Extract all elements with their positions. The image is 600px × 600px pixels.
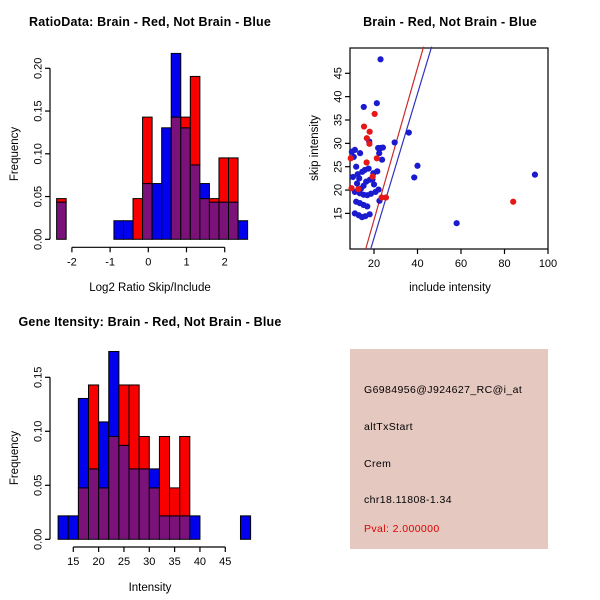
pval-text: Pval: 2.000000 bbox=[364, 523, 440, 535]
notbrain-point bbox=[380, 144, 386, 150]
hist-bar-overlap bbox=[180, 516, 190, 539]
notbrain-point bbox=[406, 130, 412, 136]
y-tick-label: 0.10 bbox=[32, 143, 45, 165]
hist-bar bbox=[78, 398, 88, 487]
hist-bar-overlap bbox=[171, 117, 181, 239]
notbrain-point bbox=[392, 139, 398, 145]
hist-bar-overlap bbox=[229, 202, 239, 239]
probe-id-text: G6984956@J924627_RC@i_at bbox=[364, 384, 523, 396]
gene-hist-ylabel: Frequency bbox=[9, 430, 21, 486]
hist-bar-overlap bbox=[143, 184, 153, 240]
brain-point bbox=[355, 186, 361, 192]
y-tick-label: 35 bbox=[332, 113, 345, 127]
ratio-hist-xlabel: Log2 Ratio Skip/Include bbox=[89, 282, 211, 294]
scatter-title: Brain - Red, Not Brain - Blue bbox=[363, 15, 537, 29]
brain-point bbox=[370, 173, 376, 179]
gene-hist-plot bbox=[0, 300, 300, 600]
brain-point bbox=[361, 123, 367, 129]
hist-bar bbox=[109, 351, 119, 436]
hist-bar bbox=[58, 516, 68, 539]
y-tick-label: 40 bbox=[332, 90, 345, 103]
x-tick-label: 35 bbox=[168, 556, 181, 568]
x-tick-label: 15 bbox=[67, 556, 80, 568]
hist-bar-overlap bbox=[109, 436, 119, 539]
brain-point bbox=[348, 185, 354, 191]
gene-info-box bbox=[350, 349, 548, 549]
hist-bar-overlap bbox=[190, 165, 200, 239]
ratio-hist-plot bbox=[0, 0, 300, 300]
y-tick-label: 0.05 bbox=[32, 185, 45, 208]
brain-point bbox=[364, 135, 370, 141]
hist-bar bbox=[123, 221, 133, 240]
hist-bar bbox=[99, 422, 109, 488]
x-tick-label: -1 bbox=[105, 256, 115, 269]
x-tick-label: -2 bbox=[67, 256, 77, 269]
panel-gene-histogram bbox=[0, 300, 300, 600]
notbrain-point bbox=[371, 181, 377, 187]
hist-bar-overlap bbox=[170, 516, 180, 539]
hist-bar bbox=[240, 516, 250, 539]
notbrain-point bbox=[354, 180, 360, 186]
hist-bar bbox=[171, 53, 181, 117]
notbrain-point bbox=[367, 211, 373, 217]
hist-bar-overlap bbox=[149, 488, 159, 539]
gene-name-text: Crem bbox=[364, 458, 392, 470]
hist-bar-overlap bbox=[139, 469, 149, 539]
hist-bar-overlap bbox=[119, 445, 129, 539]
gene-hist-xlabel: Intensity bbox=[128, 582, 172, 594]
hist-bar bbox=[190, 76, 200, 164]
x-tick-label: 100 bbox=[538, 258, 558, 270]
x-tick-label: 0 bbox=[145, 256, 152, 269]
hist-bar-overlap bbox=[78, 488, 88, 539]
y-tick-label: 0.15 bbox=[32, 366, 45, 389]
x-tick-label: 20 bbox=[92, 556, 105, 568]
hist-bar bbox=[114, 221, 124, 240]
hist-bar-overlap bbox=[88, 469, 98, 539]
hist-bar-overlap bbox=[99, 488, 109, 539]
hist-bar bbox=[219, 158, 229, 202]
gene-hist-title: Gene Itensity: Brain - Red, Not Brain - Blue bbox=[18, 315, 282, 329]
y-tick-label: 0.00 bbox=[32, 228, 45, 251]
hist-bar bbox=[209, 199, 219, 203]
notbrain-point bbox=[357, 150, 363, 156]
hist-bar bbox=[190, 516, 200, 539]
hist-bar-overlap bbox=[200, 199, 210, 240]
notbrain-point bbox=[377, 56, 383, 62]
hist-bar bbox=[68, 516, 78, 539]
hist-bar bbox=[170, 488, 180, 516]
hist-bar bbox=[181, 117, 191, 128]
panel-ratio-histogram bbox=[0, 0, 300, 300]
y-tick-label: 30 bbox=[332, 137, 345, 150]
panel-gene-info bbox=[300, 300, 600, 600]
x-tick-label: 40 bbox=[411, 258, 424, 270]
hist-bar bbox=[162, 128, 172, 239]
ratio-hist-title: RatioData: Brain - Red, Not Brain - Blue bbox=[28, 15, 272, 29]
y-tick-label: 0.15 bbox=[32, 100, 45, 122]
x-tick-label: 80 bbox=[498, 258, 511, 270]
scatter-plot bbox=[300, 0, 600, 300]
ratio-hist-ylabel: Frequency bbox=[9, 126, 21, 182]
y-tick-label: 0.05 bbox=[32, 474, 45, 497]
hist-bar-overlap bbox=[159, 516, 169, 539]
hist-bar bbox=[152, 184, 162, 240]
panel-intensity-scatter bbox=[300, 0, 600, 300]
hist-bar bbox=[180, 436, 190, 515]
hist-bar bbox=[133, 199, 143, 240]
x-tick-label: 20 bbox=[367, 258, 381, 270]
brain-point bbox=[372, 111, 378, 117]
notbrain-point bbox=[355, 171, 361, 177]
y-tick-label: 0.00 bbox=[32, 528, 45, 551]
hist-bar bbox=[229, 158, 239, 202]
x-tick-label: 30 bbox=[143, 556, 156, 568]
notbrain-point bbox=[379, 157, 385, 163]
hist-bar bbox=[143, 117, 153, 183]
notbrain-point bbox=[414, 163, 420, 169]
hist-bar-overlap bbox=[57, 202, 67, 239]
notbrain-point bbox=[374, 168, 380, 174]
hist-bar-overlap bbox=[209, 202, 219, 239]
hist-bar-overlap bbox=[129, 469, 139, 539]
x-tick-label: 25 bbox=[117, 556, 131, 568]
x-tick-label: 1 bbox=[183, 256, 190, 269]
brain-point bbox=[366, 141, 372, 147]
hist-bar bbox=[200, 184, 210, 199]
hist-bar bbox=[149, 469, 159, 488]
y-tick-label: 0.10 bbox=[32, 420, 45, 443]
notbrain-point bbox=[374, 100, 380, 106]
brain-point bbox=[383, 194, 389, 200]
brain-point bbox=[510, 199, 516, 205]
brain-fit-line bbox=[366, 47, 424, 249]
notbrain-point bbox=[411, 174, 417, 180]
hist-bar bbox=[129, 385, 139, 469]
hist-bar bbox=[139, 436, 149, 468]
notbrain-point bbox=[352, 147, 358, 153]
scatter-xlabel: include intensity bbox=[409, 282, 491, 294]
hist-bar bbox=[119, 385, 129, 445]
hist-bar-overlap bbox=[181, 128, 191, 239]
notbrain-point bbox=[365, 165, 371, 171]
y-tick-label: 15 bbox=[332, 207, 345, 220]
y-tick-label: 45 bbox=[332, 67, 345, 80]
x-tick-label: 2 bbox=[221, 256, 228, 269]
brain-point bbox=[374, 155, 380, 161]
notbrain-point bbox=[532, 172, 538, 178]
notbrain-point bbox=[375, 186, 381, 192]
hist-bar bbox=[238, 221, 248, 240]
hist-bar-overlap bbox=[219, 202, 229, 239]
brain-point bbox=[364, 159, 370, 165]
x-tick-label: 60 bbox=[454, 258, 468, 270]
notbrain-point bbox=[353, 164, 359, 170]
scatter-ylabel: skip intensity bbox=[309, 115, 321, 181]
hist-bar bbox=[57, 199, 67, 203]
x-tick-label: 40 bbox=[193, 556, 207, 568]
brain-point bbox=[367, 129, 373, 135]
y-tick-label: 25 bbox=[332, 160, 345, 173]
x-tick-label: 45 bbox=[219, 556, 232, 568]
notbrain-point bbox=[361, 104, 367, 110]
hist-bar bbox=[159, 436, 169, 515]
event-type-text: altTxStart bbox=[364, 421, 413, 433]
y-tick-label: 20 bbox=[332, 183, 345, 197]
y-tick-label: 0.20 bbox=[32, 57, 45, 80]
notbrain-point bbox=[364, 203, 370, 209]
locus-text: chr18.11808-1.34 bbox=[364, 494, 452, 506]
hist-bar bbox=[88, 385, 98, 469]
notbrain-point bbox=[454, 220, 460, 226]
brain-point bbox=[348, 155, 354, 161]
